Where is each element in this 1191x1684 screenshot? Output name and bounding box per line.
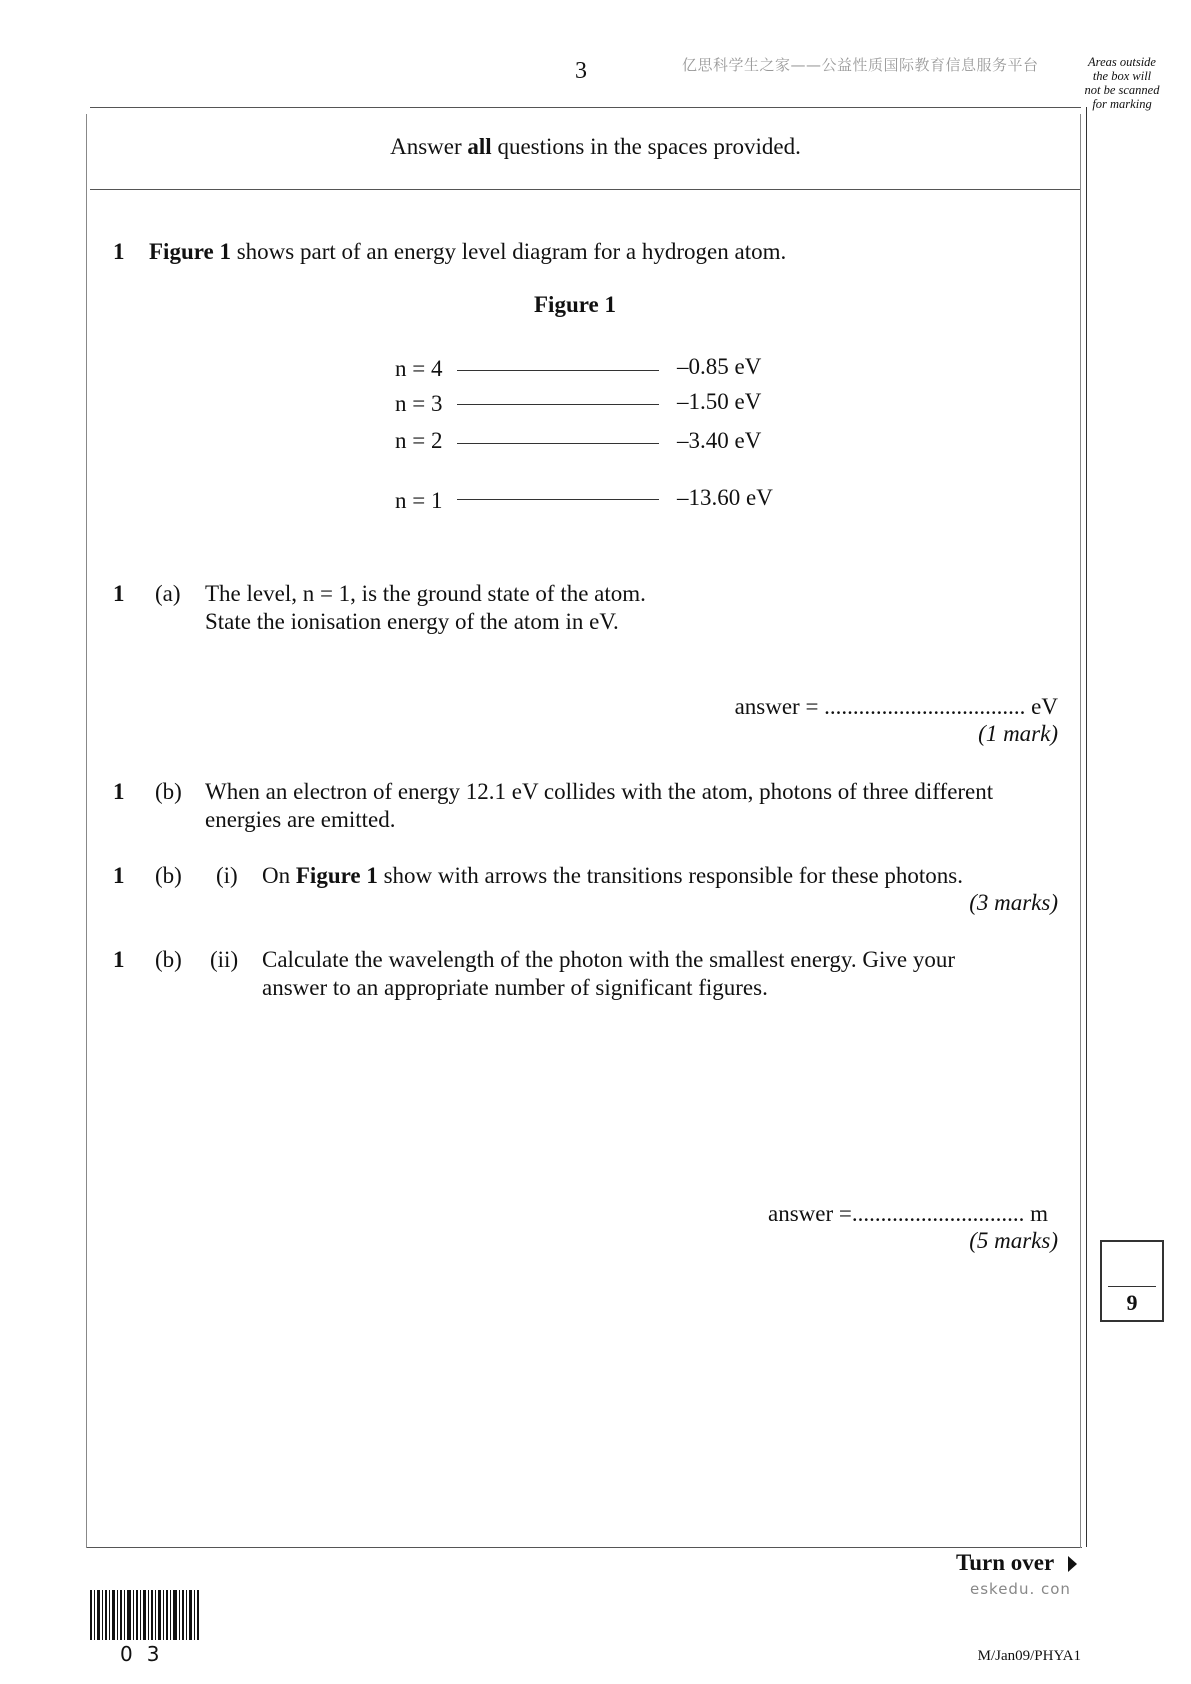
turn-over-arrow-icon bbox=[1068, 1556, 1077, 1572]
level-line-n3 bbox=[457, 404, 659, 405]
score-box-rule bbox=[1108, 1286, 1156, 1287]
part-bi-question-number: 1 bbox=[113, 863, 125, 888]
part-a-line2: State the ionisation energy of the atom in eV. bbox=[205, 609, 619, 634]
right-border-outer bbox=[1086, 107, 1087, 1547]
part-a-marks: (1 mark) bbox=[978, 721, 1058, 746]
level-label-n1: n = 1 bbox=[395, 488, 443, 513]
instruction-prefix: Answer bbox=[390, 134, 468, 159]
part-bi-prefix: On bbox=[262, 863, 296, 888]
level-label-n4: n = 4 bbox=[395, 356, 443, 381]
level-energy-n1: –13.60 eV bbox=[677, 485, 773, 510]
instruction-bold: all bbox=[467, 134, 492, 159]
part-b-question-number: 1 bbox=[113, 779, 125, 804]
level-label-n2: n = 2 bbox=[395, 428, 443, 453]
part-bii-line1: Calculate the wavelength of the photon with the smallest energy. Give your bbox=[262, 947, 956, 972]
score-box-value: 9 bbox=[1126, 1290, 1138, 1315]
part-a-answer-line[interactable]: answer = ................................... eV bbox=[734, 694, 1058, 719]
bottom-rule bbox=[86, 1547, 1082, 1548]
left-border bbox=[86, 114, 87, 1548]
instruction-suffix: questions in the spaces provided. bbox=[491, 134, 801, 159]
part-bi-sublabel: (i) bbox=[216, 863, 238, 888]
part-bii-line2: answer to an appropriate number of significant figures. bbox=[262, 975, 768, 1000]
figure-reference: Figure 1 bbox=[149, 239, 231, 264]
part-bi-label: (b) bbox=[155, 863, 182, 888]
part-bi-figure-ref: Figure 1 bbox=[295, 863, 378, 888]
margin-note bbox=[1076, 55, 1168, 111]
instruction-rule bbox=[90, 189, 1081, 190]
figure-title: Figure 1 bbox=[534, 292, 616, 317]
part-a-label: (a) bbox=[155, 581, 181, 606]
turn-over-label: Turn over bbox=[956, 1550, 1055, 1575]
question-number: 1 bbox=[113, 239, 125, 264]
bottom-watermark: eskedu. con bbox=[970, 1580, 1071, 1598]
part-bi-suffix: show with arrows the transitions responsible for these photons. bbox=[377, 863, 964, 888]
right-border-inner bbox=[1080, 114, 1081, 1548]
barcode-number: 03 bbox=[120, 1642, 174, 1666]
barcode-icon bbox=[90, 1590, 200, 1640]
margin-note-line: not be scanned bbox=[1084, 83, 1160, 97]
level-energy-n4: –0.85 eV bbox=[677, 354, 762, 379]
part-bii-answer-line[interactable]: answer =.............................. m bbox=[768, 1201, 1048, 1226]
level-line-n2 bbox=[457, 443, 659, 444]
part-bii-sublabel: (ii) bbox=[210, 947, 239, 972]
level-energy-n3: –1.50 eV bbox=[677, 389, 762, 414]
part-b-line1: When an electron of energy 12.1 eV collides with the atom, photons of three different bbox=[205, 779, 994, 804]
part-bii-question-number: 1 bbox=[113, 947, 125, 972]
margin-note-line: Areas outside bbox=[1088, 55, 1156, 69]
level-line-n4 bbox=[457, 370, 659, 371]
part-bii-marks: (5 marks) bbox=[969, 1228, 1058, 1253]
instruction bbox=[0, 134, 1191, 160]
part-b-label: (b) bbox=[155, 779, 182, 804]
level-energy-n2: –3.40 eV bbox=[677, 428, 762, 453]
top-watermark: 亿思科学生之家——公益性质国际教育信息服务平台 bbox=[682, 56, 1039, 74]
paper-reference: M/Jan09/PHYA1 bbox=[977, 1648, 1081, 1664]
margin-note-line: the box will bbox=[1092, 69, 1152, 83]
part-a-line1: The level, n = 1, is the ground state of the atom. bbox=[205, 581, 646, 606]
part-b-line2: energies are emitted. bbox=[205, 807, 396, 832]
question-stem bbox=[149, 238, 786, 266]
level-label-n3: n = 3 bbox=[395, 391, 443, 416]
part-bi-text bbox=[262, 862, 963, 890]
part-a-question-number: 1 bbox=[113, 581, 125, 606]
page-number: 3 bbox=[575, 58, 587, 84]
margin-note-line: for marking bbox=[1092, 97, 1152, 111]
top-rule bbox=[90, 107, 1081, 108]
question-stem-text: shows part of an energy level diagram for a hydrogen atom. bbox=[230, 239, 787, 264]
part-bi-marks: (3 marks) bbox=[969, 890, 1058, 915]
level-line-n1 bbox=[457, 499, 659, 500]
part-bii-label: (b) bbox=[155, 947, 182, 972]
score-box bbox=[1100, 1240, 1164, 1322]
